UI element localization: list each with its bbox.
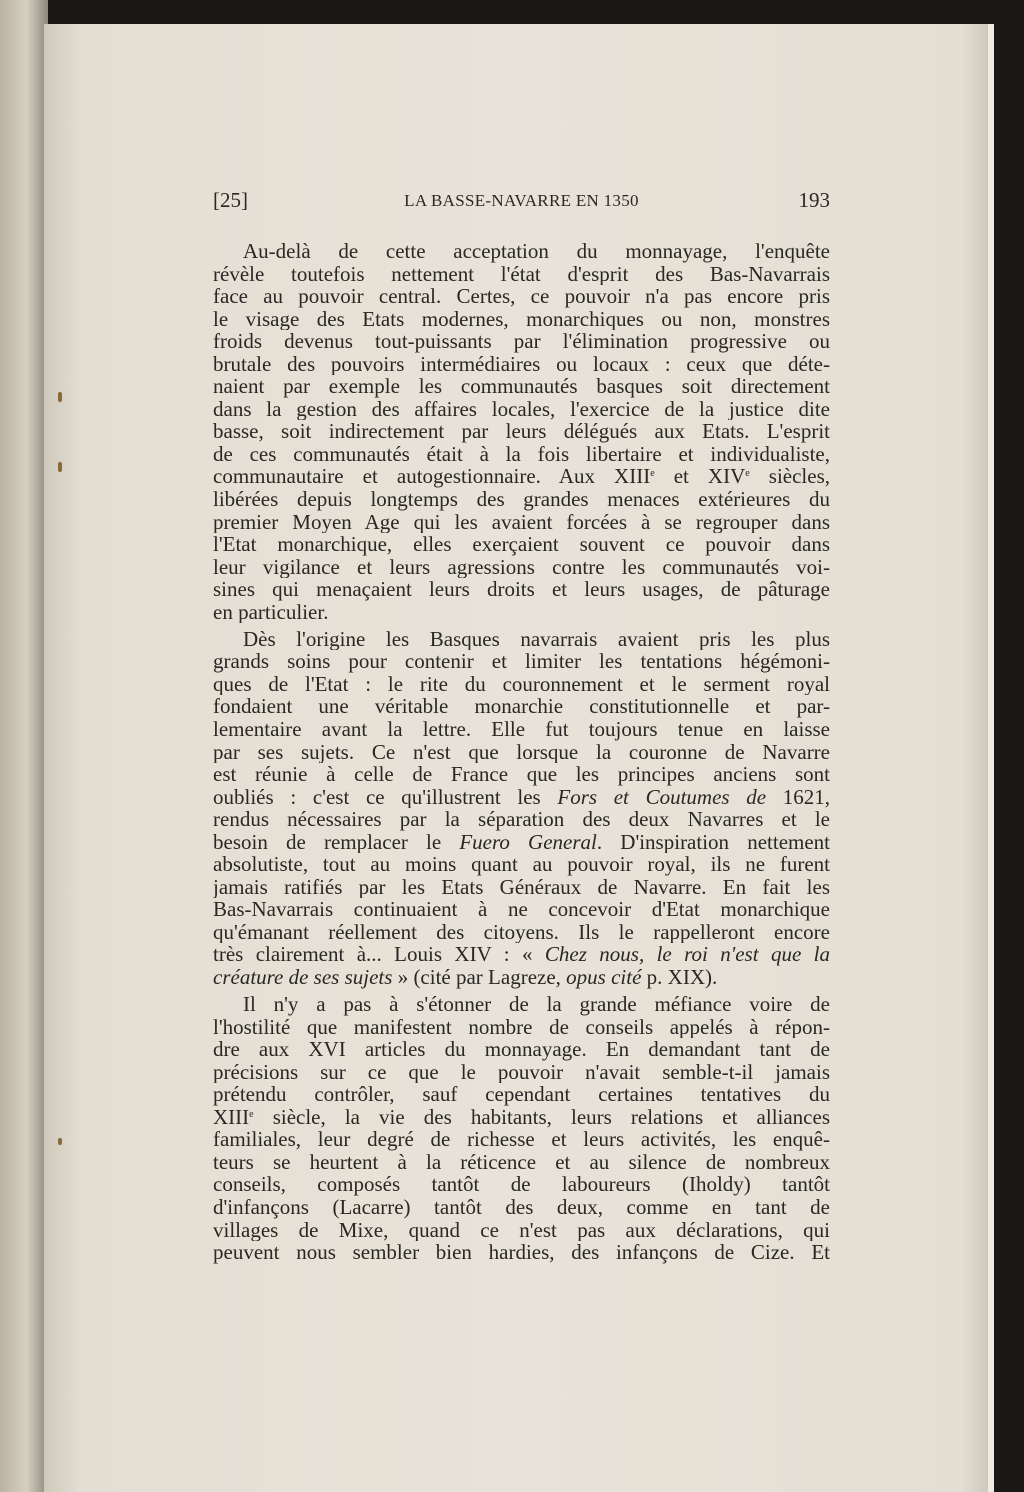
text-line: ques de l'Etat : le rite du couronnement et le serment royal: [213, 672, 830, 696]
chapter-marker: [25]: [213, 188, 248, 212]
italic-text: créature de ses sujets: [213, 966, 393, 989]
running-header: [213, 188, 830, 216]
text-line: naient par exemple les communautés basques soit directement: [213, 375, 830, 398]
text-line: jamais ratifiés par les Etats Généraux de Navarre. En fait les: [213, 875, 830, 899]
paragraph: [213, 993, 830, 1264]
text-line: qu'émanant réellement des citoyens. Ils le rappelleront encore: [213, 920, 830, 944]
superscript: e: [745, 468, 750, 480]
italic-text: Chez nous, le roi n'est que la: [544, 943, 830, 966]
text-line: [213, 786, 830, 809]
text-line: prétendu contrôler, sauf cependant certaines tentatives du: [213, 1083, 830, 1106]
text-line: [213, 943, 830, 966]
text-line: [213, 966, 830, 989]
text-line: teurs se heurtent à la réticence et au silence de nombreux: [213, 1150, 830, 1174]
text-line: sines qui menaçaient leurs droits et leurs usages, de pâturage: [213, 578, 830, 601]
text-segment: siècle, la vie des habitants, leurs relations et alliances: [253, 1105, 830, 1129]
text-line: par ses sujets. Ce n'est que lorsque la couronne de Navarre: [213, 740, 830, 764]
text-line: peuvent nous sembler bien hardies, des infançons de Cize. Et: [213, 1241, 830, 1264]
text-segment: . D'inspiration nettement: [596, 830, 830, 854]
text-line: Bas-Navarrais continuaient à ne concevoir d'Etat monarchique: [213, 898, 830, 921]
margin-mark: [58, 462, 62, 472]
italic-text: Fuero General: [459, 830, 597, 854]
text-segment: oubliés : c'est ce qu'illustrent les: [213, 785, 558, 809]
paragraph: [213, 240, 830, 623]
text-line: rendus nécessaires par la séparation des deux Navarres et le: [213, 808, 830, 831]
text-line: d'infançons (Lacarre) tantôt des deux, comme en tant de: [213, 1195, 830, 1219]
margin-mark: [58, 392, 62, 402]
text-line: brutale des pouvoirs intermédiaires ou locaux : ceux que déte-: [213, 352, 830, 376]
text-segment: besoin de remplacer le: [213, 830, 460, 854]
text-line: le visage des Etats modernes, monarchiques ou non, monstres: [213, 307, 830, 331]
text-segment: siècles,: [749, 465, 830, 489]
text-line: Il n'y a pas à s'étonner de la grande méfiance voire de: [243, 993, 830, 1016]
text-line: en particulier.: [213, 600, 329, 624]
text-segment: 1621,: [766, 785, 830, 809]
text-line: de ces communautés était à la fois libertaire et individualiste,: [213, 442, 830, 466]
text-line: leur vigilance et leurs agressions contre les communautés voi-: [213, 555, 830, 579]
text-line: lementaire avant la lettre. Elle fut toujours tenue en laisse: [213, 717, 830, 741]
page-number: 193: [798, 188, 830, 212]
superscript: e: [249, 1108, 254, 1120]
page-edge: [988, 24, 994, 1492]
text-line: [213, 831, 830, 854]
text-line: fondaient une véritable monarchie constitutionnelle et par-: [213, 695, 830, 718]
text-line: Dès l'origine les Basques navarrais avaient pris les plus: [243, 627, 830, 651]
text-line: premier Moyen Age qui les avaient forcées à se regrouper dans: [213, 510, 830, 534]
text-line: révèle toutefois nettement l'état d'esprit des Bas-Navarrais: [213, 262, 830, 286]
text-line: est réunie à celle de France que les principes anciens sont: [213, 763, 830, 786]
text-line: villages de Mixe, quand ce n'est pas aux déclarations, qui: [213, 1218, 830, 1242]
text-line: l'hostilité que manifestent nombre de conseils appelés à répon-: [213, 1015, 830, 1039]
italic-text: Fors et Coutumes de: [557, 785, 767, 809]
text-line: [213, 1106, 830, 1129]
text-line: familiales, leur degré de richesse et leurs activités, les enquê-: [213, 1128, 830, 1151]
italic-text: opus cité: [566, 966, 642, 989]
text-line: l'Etat monarchique, elles exerçaient souvent ce pouvoir dans: [213, 533, 830, 556]
text-line: basse, soit indirectement par leurs délégués aux Etats. L'esprit: [213, 420, 830, 443]
body-text: [213, 240, 830, 1264]
text-line: [213, 465, 830, 488]
text-line: libérées depuis longtemps des grandes menaces extérieures du: [213, 488, 830, 511]
text-line: froids devenus tout-puissants par l'élimination progressive ou: [213, 330, 830, 353]
text-line: dans la gestion des affaires locales, l'exercice de la justice dite: [213, 397, 830, 421]
facing-page-edge: [0, 0, 48, 1492]
text-segment: et XIV: [654, 465, 746, 489]
text-line: absolutiste, tout au moins quant au pouvoir royal, ils ne furent: [213, 853, 830, 876]
text-line: dre aux XVI articles du monnayage. En demandant tant de: [213, 1038, 830, 1061]
text-line: grands soins pour contenir et limiter les tentations hégémoni-: [213, 650, 830, 673]
margin-mark: [58, 1138, 62, 1145]
text-segment: très clairement à... Louis XIV : «: [213, 943, 545, 966]
paragraph: [213, 628, 830, 989]
text-line: précisions sur ce que le pouvoir n'avait semble-t-il jamais: [213, 1060, 830, 1084]
text-line: face au pouvoir central. Certes, ce pouvoir n'a pas encore pris: [213, 285, 830, 308]
text-line: conseils, composés tantôt de laboureurs (Iholdy) tantôt: [213, 1173, 830, 1196]
text-line: Au-delà de cette acceptation du monnayage, l'enquête: [243, 240, 830, 263]
text-segment: XIII: [213, 1105, 250, 1129]
running-title: LA BASSE-NAVARRE EN 1350: [404, 191, 639, 210]
text-segment: communautaire et autogestionnaire. Aux XIII: [213, 465, 651, 489]
text-segment: p. XIX).: [641, 966, 718, 989]
superscript: e: [650, 468, 655, 480]
text-segment: » (cité par Lagreze,: [392, 966, 567, 989]
